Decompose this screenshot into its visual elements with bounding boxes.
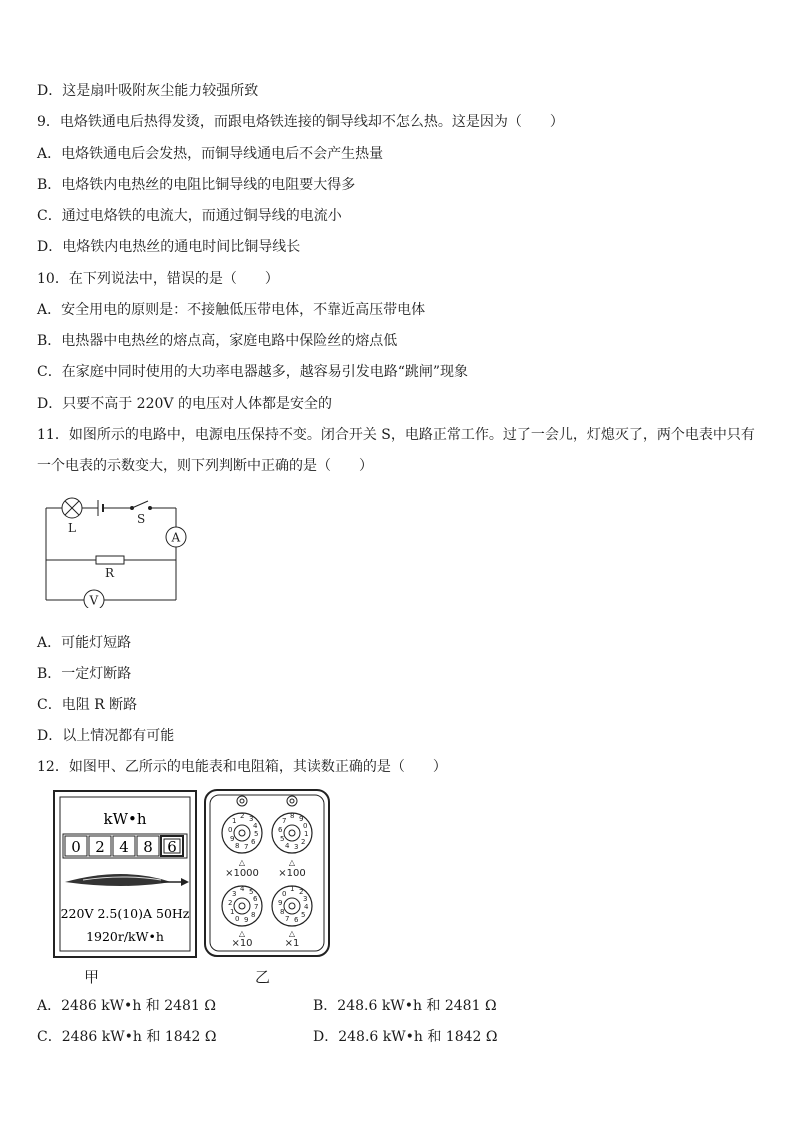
resistor-symbol bbox=[96, 556, 124, 564]
svg-text:4: 4 bbox=[253, 822, 258, 830]
q10-stem: 10．在下列说法中，错误的是（ ） bbox=[37, 271, 279, 287]
meter-digit-3: 4 bbox=[119, 838, 129, 856]
dial-x10-label: ×10 bbox=[231, 938, 253, 949]
svg-text:6: 6 bbox=[278, 826, 283, 834]
svg-text:3: 3 bbox=[294, 843, 299, 851]
resistance-box bbox=[203, 788, 331, 958]
svg-text:3: 3 bbox=[249, 815, 254, 823]
meter-digit-2: 2 bbox=[95, 838, 105, 856]
svg-text:6: 6 bbox=[253, 895, 258, 903]
q12-option-d: D．248.6 kW•h 和 1842 Ω bbox=[313, 1029, 498, 1045]
q12-option-a: A．2486 kW•h 和 2481 Ω bbox=[37, 998, 216, 1014]
q10-option-b: B．电热器中电热丝的熔点高，家庭电路中保险丝的熔点低 bbox=[37, 333, 398, 349]
q11-stem-line1: 11．如图所示的电路中，电源电压保持不变。闭合开关 S，电路正常工作。过了一会儿，灯熄灭了，两个电表中只有 bbox=[37, 427, 755, 443]
meter-digit-1: 0 bbox=[71, 838, 81, 856]
svg-text:9: 9 bbox=[244, 916, 249, 924]
q12-option-c: C．2486 kW•h 和 1842 Ω bbox=[37, 1029, 217, 1045]
dial-x1-label: ×1 bbox=[284, 938, 300, 949]
svg-text:8: 8 bbox=[290, 812, 295, 820]
svg-text:2: 2 bbox=[240, 812, 245, 820]
q10-option-a: A．安全用电的原则是：不接触低压带电体，不靠近高压带电体 bbox=[37, 302, 426, 318]
svg-text:0: 0 bbox=[303, 822, 308, 830]
svg-text:7: 7 bbox=[285, 915, 290, 923]
dial-x10-pointer-icon: △ bbox=[238, 929, 246, 938]
caption-yi: 乙 bbox=[255, 968, 271, 986]
svg-text:4: 4 bbox=[304, 903, 309, 911]
dial-x1000-pointer-icon: △ bbox=[238, 858, 246, 867]
q9-option-c: C．通过电烙铁的电流大，而通过铜导线的电流小 bbox=[37, 208, 342, 224]
meter-digit-4: 8 bbox=[143, 838, 153, 856]
meter-spec-line1: 220V 2.5(10)A 50Hz bbox=[60, 906, 190, 921]
svg-text:6: 6 bbox=[294, 916, 299, 924]
switch-label: S bbox=[137, 512, 146, 526]
caption-jia: 甲 bbox=[84, 968, 100, 986]
q9-option-d: D．电烙铁内电热丝的通电时间比铜导线长 bbox=[37, 239, 301, 255]
svg-text:0: 0 bbox=[282, 890, 287, 898]
svg-text:1: 1 bbox=[290, 885, 295, 893]
q10-option-c: C．在家庭中同时使用的大功率电器越多，越容易引发电路“跳闸”现象 bbox=[37, 364, 469, 380]
dial-x100-pointer-icon: △ bbox=[288, 858, 296, 867]
meter-digit-5: 6 bbox=[167, 838, 177, 856]
svg-text:5: 5 bbox=[280, 835, 285, 843]
q11-option-a: A．可能灯短路 bbox=[37, 635, 132, 651]
dial-x1000-label: ×1000 bbox=[225, 868, 259, 879]
svg-text:7: 7 bbox=[282, 817, 287, 825]
svg-text:7: 7 bbox=[244, 843, 249, 851]
meter-unit: kW•h bbox=[103, 810, 147, 828]
q11-option-c: C．电阻 R 断路 bbox=[37, 697, 138, 713]
voltmeter-label: V bbox=[89, 593, 99, 608]
ammeter-label: A bbox=[171, 530, 181, 545]
q9-stem: 9．电烙铁通电后热得发烫，而跟电烙铁连接的铜导线却不怎么热。这是因为（ ） bbox=[37, 114, 564, 130]
svg-text:9: 9 bbox=[278, 899, 283, 907]
svg-text:1: 1 bbox=[304, 830, 309, 838]
svg-text:0: 0 bbox=[235, 915, 240, 923]
svg-text:8: 8 bbox=[251, 911, 256, 919]
svg-text:2: 2 bbox=[299, 888, 304, 896]
svg-text:3: 3 bbox=[303, 895, 308, 903]
svg-text:1: 1 bbox=[230, 908, 235, 916]
svg-text:1: 1 bbox=[232, 817, 237, 825]
q11-option-d: D．以上情况都有可能 bbox=[37, 728, 175, 744]
svg-text:9: 9 bbox=[230, 835, 235, 843]
resistor-label: R bbox=[105, 566, 115, 580]
dial-x1-pointer-icon: △ bbox=[288, 929, 296, 938]
svg-text:4: 4 bbox=[285, 842, 290, 850]
switch-blade bbox=[132, 501, 148, 508]
q11-option-b: B．一定灯断路 bbox=[37, 666, 132, 682]
svg-text:5: 5 bbox=[254, 830, 259, 838]
q10-option-d: D．只要不高于 220V 的电压对人体都是安全的 bbox=[37, 396, 332, 412]
electricity-meter bbox=[53, 790, 197, 958]
q11-stem-line2: 一个电表的示数变大，则下列判断中正确的是（ ） bbox=[37, 458, 373, 474]
lamp-label: L bbox=[68, 521, 76, 535]
svg-text:0: 0 bbox=[228, 826, 233, 834]
meter-spec-line2: 1920r/kW•h bbox=[86, 929, 164, 944]
svg-text:5: 5 bbox=[301, 911, 306, 919]
q9-option-a: A．电烙铁通电后会发热，而铜导线通电后不会产生热量 bbox=[37, 146, 384, 162]
circuit-diagram bbox=[36, 494, 196, 608]
q12-option-b: B．248.6 kW•h 和 2481 Ω bbox=[313, 998, 497, 1014]
dial-x100-label: ×100 bbox=[278, 868, 306, 879]
q8-option-d: D．这是扇叶吸附灰尘能力较强所致 bbox=[37, 83, 259, 99]
q12-stem: 12．如图甲、乙所示的电能表和电阻箱，其读数正确的是（ ） bbox=[37, 759, 447, 775]
svg-text:2: 2 bbox=[228, 899, 233, 907]
svg-text:3: 3 bbox=[232, 890, 237, 898]
svg-text:8: 8 bbox=[280, 908, 285, 916]
svg-text:8: 8 bbox=[235, 842, 240, 850]
svg-text:4: 4 bbox=[240, 885, 245, 893]
svg-text:9: 9 bbox=[299, 815, 304, 823]
svg-text:2: 2 bbox=[301, 838, 306, 846]
svg-text:5: 5 bbox=[249, 888, 254, 896]
svg-text:7: 7 bbox=[254, 903, 259, 911]
q9-option-b: B．电烙铁内电热丝的电阻比铜导线的电阻要大得多 bbox=[37, 177, 356, 193]
svg-text:6: 6 bbox=[251, 838, 256, 846]
